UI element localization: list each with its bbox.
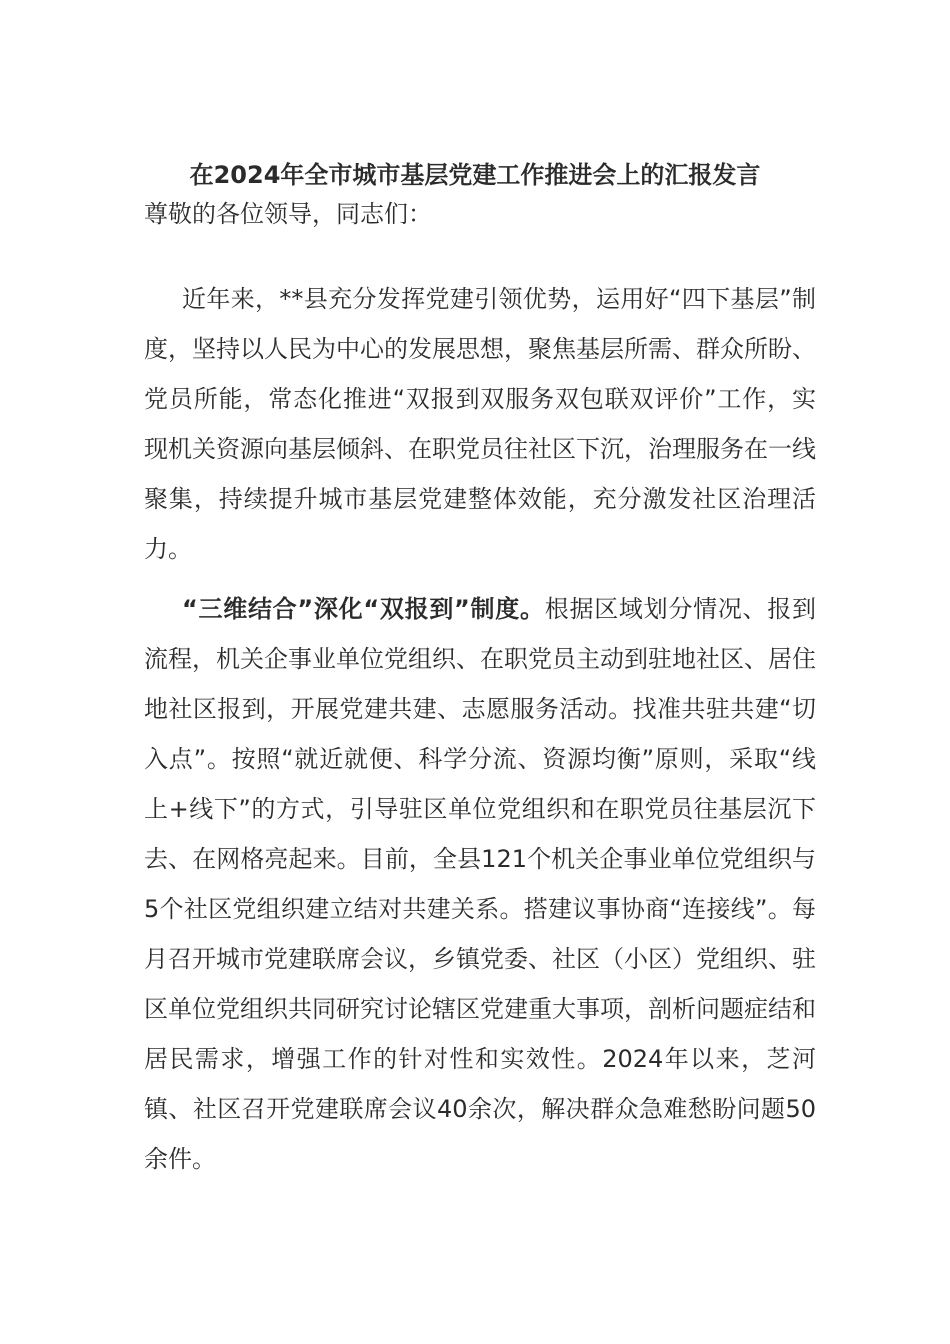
salutation: 尊敬的各位领导，同志们： — [144, 200, 432, 228]
paragraph-double-report — [144, 584, 816, 1184]
paragraph-lead-heading: “三维结合”深化“双报到”制度。 — [182, 595, 545, 623]
paragraph-body: 根据区域划分情况、报到流程，机关企事业单位党组织、在职党员主动到驻地社区、居住地社区报到，开展党建共建、志愿服务活动。找准共驻共建“切入点”。按照“就近就便、科学分流、资源均衡”原则，采取“线上+线下”的方式，引导驻区单位党组织和在职党员往基层沉下去、在网格亮起来。目前，全县121个机关企事业单位党组织与5个社区党组织建立结对共建关系。搭建议事协商“连接线”。每月召开城市党建联席会议，乡镇党委、社区（小区）党组织、驻区单位党组织共同研究讨论辖区党建重大事项，剖析问题症结和居民需求，增强工作的针对性和实效性。2024年以来，芝河镇、社区召开党建联席会议40余次，解决群众急难愁盼问题50余件。 — [144, 595, 817, 1173]
document-title: 在2024年全市城市基层党建工作推进会上的汇报发言 — [189, 161, 761, 189]
paragraph-intro: 近年来，**县充分发挥党建引领优势，运用好“四下基层”制度，坚持以人民为中心的发展思想，聚焦基层所需、群众所盼、党员所能，常态化推进“双报到双服务双包联双评价”工作，实现机关资源向基层倾斜、在职党员往社区下沉，治理服务在一线聚集，持续提升城市基层党建整体效能，充分激发社区治理活力。 — [144, 285, 816, 563]
